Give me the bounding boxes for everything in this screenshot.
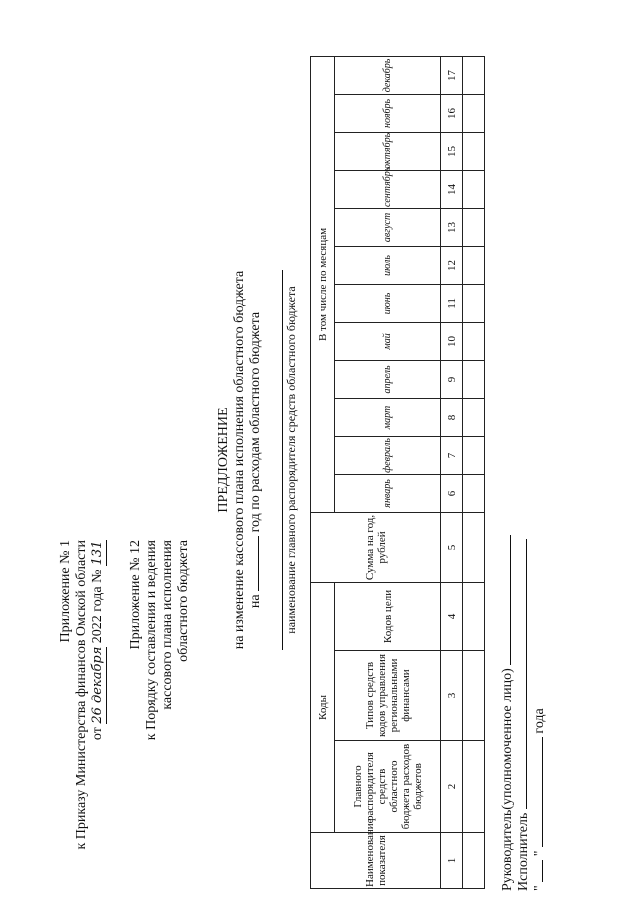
col-number: 12 bbox=[441, 246, 463, 284]
month-jun: июнь bbox=[335, 284, 441, 322]
header-codes: Коды bbox=[311, 582, 335, 832]
month-jul: июль bbox=[335, 246, 441, 284]
header-months: В том числе по месяцам bbox=[311, 56, 335, 512]
year-suffix: год по расходам областного бюджета bbox=[248, 311, 263, 533]
col-number: 16 bbox=[441, 94, 463, 132]
col-number: 17 bbox=[441, 56, 463, 94]
date-quote-close: " bbox=[532, 850, 547, 857]
empty-row bbox=[463, 56, 485, 888]
month-feb: февраль bbox=[335, 436, 441, 474]
head-signature-line bbox=[510, 535, 511, 665]
appendix12-line3: кассового плана исполнения bbox=[160, 540, 175, 710]
appendix1-title: Приложение № 1 bbox=[58, 540, 73, 643]
date-month-blank bbox=[542, 737, 543, 847]
month-aug: август bbox=[335, 208, 441, 246]
appendix12-line2: к Порядку составления и ведения bbox=[144, 540, 159, 741]
footer-executor bbox=[516, 535, 532, 891]
footer-date bbox=[532, 535, 548, 891]
number-handwritten: 131 bbox=[90, 540, 105, 566]
document-subtitle: на изменение кассового плана исполнения областного бюджета bbox=[232, 270, 247, 650]
month-mar: март bbox=[335, 398, 441, 436]
appendix12-title: Приложение № 12 bbox=[128, 540, 143, 650]
col-number: 15 bbox=[441, 132, 463, 170]
header-sum: Сумма на год, рублей bbox=[311, 512, 441, 582]
month-may: май bbox=[335, 322, 441, 360]
col-number: 6 bbox=[441, 474, 463, 512]
appendix1-order: к Приказу Министерства финансов Омской области bbox=[74, 540, 89, 850]
numbers-row bbox=[441, 56, 463, 888]
month-sep: сентябрь bbox=[335, 170, 441, 208]
year-blank bbox=[258, 536, 259, 591]
appendix12-line4: областного бюджета bbox=[176, 540, 191, 662]
appendix1-date bbox=[90, 540, 107, 850]
col-number: 11 bbox=[441, 284, 463, 322]
col-number: 2 bbox=[441, 741, 463, 833]
col-number: 9 bbox=[441, 360, 463, 398]
month-nov: ноябрь bbox=[335, 94, 441, 132]
caption: наименование главного распорядителя средств областного бюджета bbox=[284, 286, 298, 634]
year-text: 2022 года № bbox=[90, 569, 105, 644]
col-number: 10 bbox=[441, 322, 463, 360]
caption-line bbox=[282, 270, 283, 650]
month-jan: январь bbox=[335, 474, 441, 512]
footer-head bbox=[500, 535, 516, 891]
col-number: 8 bbox=[441, 398, 463, 436]
header-chief: Главного распорядителя средств областного бюджета расходов бюджетов bbox=[335, 741, 441, 833]
header-name: Наименование показателя bbox=[311, 833, 441, 889]
appendix1-block bbox=[58, 540, 107, 850]
footer-block bbox=[500, 535, 548, 891]
date-prefix: от bbox=[90, 727, 105, 741]
header-goals: Кодов цели bbox=[335, 582, 441, 650]
col-number: 4 bbox=[441, 582, 463, 650]
header-types: Типов средств кодов управления региональными финансами bbox=[335, 651, 441, 741]
executor-label: Исполнитель bbox=[516, 812, 531, 891]
plan-table bbox=[310, 56, 485, 889]
appendix12-block bbox=[128, 540, 192, 740]
month-apr: апрель bbox=[335, 360, 441, 398]
col-number: 14 bbox=[441, 170, 463, 208]
col-number: 7 bbox=[441, 436, 463, 474]
col-number: 5 bbox=[441, 512, 463, 582]
document-title: ПРЕДЛОЖЕНИЕ bbox=[216, 407, 231, 513]
col-number: 3 bbox=[441, 651, 463, 741]
year-line bbox=[248, 270, 264, 650]
col-number: 1 bbox=[441, 833, 463, 889]
col-number: 13 bbox=[441, 208, 463, 246]
month-oct: октябрь bbox=[335, 132, 441, 170]
date-year-label: года bbox=[532, 708, 547, 734]
head-label: Руководитель(уполномоченное лицо) bbox=[500, 668, 515, 891]
year-prefix: на bbox=[248, 594, 263, 609]
date-quote-open: " bbox=[532, 885, 547, 891]
date-handwritten: 26 декабря bbox=[90, 646, 105, 724]
title-block bbox=[216, 270, 264, 650]
month-dec: декабрь bbox=[335, 56, 441, 94]
executor-line bbox=[526, 539, 527, 809]
date-day-blank bbox=[542, 860, 543, 882]
